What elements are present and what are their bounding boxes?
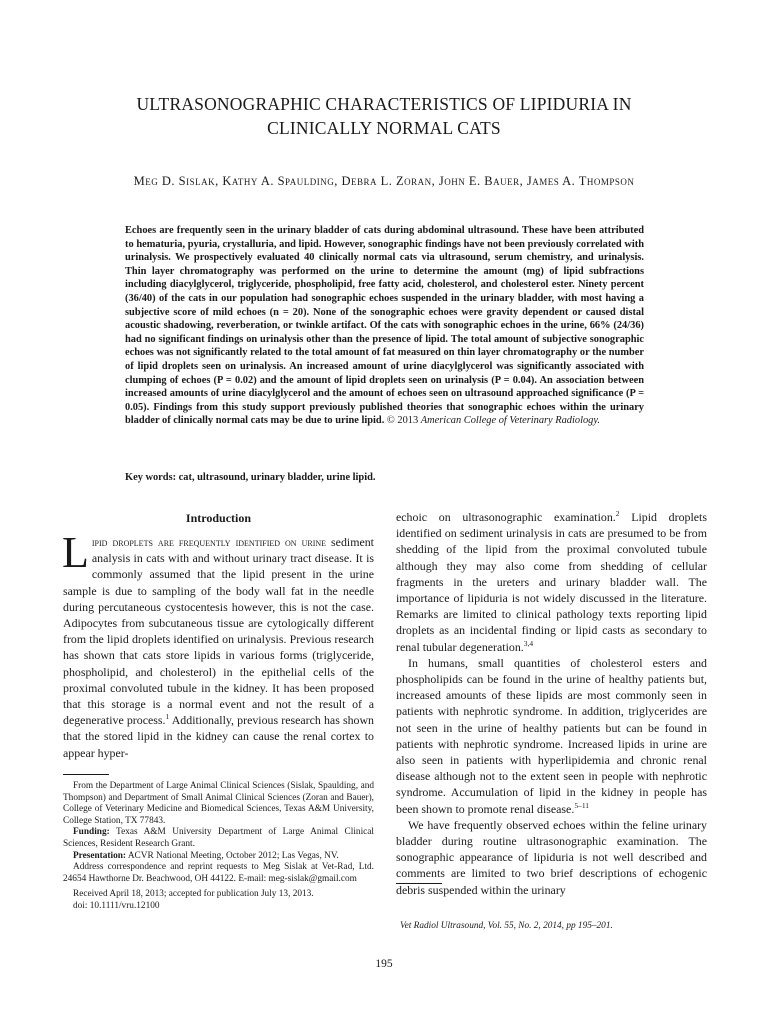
presentation-text: ACVR National Meeting, October 2012; Las Vegas, NV. (126, 850, 339, 861)
author-list: Meg D. Sislak, Kathy A. Spaulding, Debra L. Zoran, John E. Bauer, James A. Thompson (133, 174, 635, 188)
intro-paragraph-3: We have frequently observed echoes within the feline urinary bladder during routine ultrasonographic examination. The sonographic appearance of lipiduria is not well described and comments are limited to two brief descriptions of echogenic debris suspended within the urinary (396, 817, 707, 897)
article-title-line-1: ULTRASONOGRAPHIC CHARACTERISTICS OF LIPIDURIA IN (136, 94, 632, 114)
intro-paragraph-2-text: In humans, small quantities of cholesterol esters and phospholipids can be found in the urine of healthy patients but, increased amounts of these lipids are most commonly seen in patients with nephrotic syndrome. In addition, triglycerides are not seen in the urine of healthy patients but can be found in patients with nephrotic syndrome. Increased lipids in urine are also seen in patients with hyperlipidemia and chronic renal disease although not to the extent seen in people with nephrotic syndrome. Accumulation of lipid in the kidney in people has been shown to promote renal disease. (396, 655, 707, 816)
footnote-affiliation: From the Department of Large Animal Clinical Sciences (Sislak, Spaulding, and Thompson) and Department of Small Animal Clinical Sciences (Zoran and Bauer), College of Veterinary Medicine and Biomedical Sciences, Texas A&M University, College Station, TX 77843. (63, 781, 374, 826)
section-heading-introduction: Introduction (185, 511, 252, 525)
right-paragraph-1-mid: Lipid droplets identified on sediment urinalysis in cats are presumed to be from shedding of the lipid from the proximal convoluted tubule although they may also come from shedding of cellular fragments in the ureters and urinary bladder wall. The importance of lipiduria is not widely discussed in the literature. Remarks are limited to clinical pathology texts reporting lipid droplets as an incidental finding or lipid casts as secondary to renal tubular degeneration. (396, 510, 707, 654)
funding-label: Funding: (73, 827, 110, 838)
citation-ref: 5–11 (574, 800, 590, 810)
abstract-society: American College of Veterinary Radiology. (420, 415, 600, 427)
abstract (125, 224, 644, 428)
article-title-line-2: CLINICALLY NORMAL CATS (267, 118, 501, 138)
footnote-funding (63, 827, 374, 850)
drop-cap: L (62, 528, 89, 577)
keywords: Key words: cat, ultrasound, urinary bladder, urine lipid. (125, 472, 376, 483)
footnote-presentation (63, 851, 374, 863)
body-column-left (63, 510, 374, 761)
intro-paragraph-1 (62, 528, 374, 761)
abstract-copyright: © 2013 (386, 415, 419, 427)
intro-paragraph-1-text: sediment analysis in cats with and without urinary tract disease. It is commonly assumed that the lipid present in the urine sample is due to sampling of the body wall fat in the needle during percutaneous cystocentesis however, this is not the case. Adipocytes from subcutaneous tissue are cytologically different from the lipid droplets identified on urinalysis. Previous research has shown that cats store lipids in various forms (triglyceride, phospholipid, and cholesterol) in the epithelial cells of the proximal convoluted tubule in the kidney. It has been proposed that this storage is a normal event and not the result of a degenerative process. (63, 535, 374, 728)
journal-ref-rule (396, 883, 442, 884)
intro-paragraph-1-continued (396, 509, 707, 655)
right-paragraph-1-text: echoic on ultrasonographic examination. (396, 510, 616, 524)
intro-lead-smallcaps: ipid droplets are frequently identified on urine (91, 535, 327, 549)
footnote-doi: doi: 10.1111/vru.12100 (73, 900, 160, 911)
footnote-rule (63, 774, 109, 775)
body-column-right (396, 509, 707, 898)
citation-ref: 2 (615, 509, 620, 519)
intro-paragraph-1-tail: Additionally, previous research has shown that the stored lipid in the kidney can cause the renal cortex to appear hyper- (63, 713, 374, 760)
abstract-text: Echoes are frequently seen in the urinary bladder of cats during abdominal ultrasound. These have been attributed to hematuria, pyuria, crystalluria, and lipid. However, sonographic findings have not been previously correlated with urinalysis. We prospectively evaluated 40 clinically normal cats via ultrasound, serum chemistry, and urinalysis. Thin layer chromatography was performed on the urine to determine the amount (mg) of lipid subfractions including diacylglycerol, triglyceride, phospholipid, free fatty acid, cholesterol, and cholesterol ester. Ninety percent (36/40) of the cats in our population had sonographic echoes suspended in the urinary bladder, with most having a subjective score of mild echoes (n = 20). None of the sonographic echoes were gravity dependent or caused distal acoustic shadowing, reverberation, or twinkle artifact. Of the cats with sonographic echoes in the urine, 66% (24/36) had no significant findings on urinalysis other than the presence of lipid. The total amount of subjective sonographic echoes was not significantly related to the total amount of fat measured on thin layer chromatography or the number of lipid droplets seen on urinalysis. An increased amount of urine diacylglycerol was significantly associated with clumping of echoes (P = 0.02) and the amount of lipid droplets seen on urinalysis (P = 0.04). An association between increased amounts of urine diacylglycerol and the amount of echoes seen on ultrasound approached significance (P = 0.05). Findings from this study support previously published theories that sonographic echoes within the urinary bladder of clinically normal cats may be due to urine lipid. (125, 225, 644, 427)
citation-ref: 3,4 (523, 638, 534, 648)
page-number: 195 (375, 958, 393, 970)
footnotes (63, 781, 374, 913)
journal-reference: Vet Radiol Ultrasound, Vol. 55, No. 2, 2014, pp 195–201. (400, 921, 613, 931)
presentation-label: Presentation: (73, 850, 127, 861)
article-title (60, 92, 708, 140)
intro-paragraph-2 (396, 655, 707, 817)
funding-text: Texas A&M University Department of Large Animal Clinical Sciences, Resident Research Grant. (63, 827, 374, 849)
footnote-received: Received April 18, 2013; accepted for publication July 13, 2013. (73, 889, 314, 900)
footnote-correspondence: Address correspondence and reprint requests to Meg Sislak at Vet-Rad, Ltd. 24654 Hawthorne Dr. Beachwood, OH 44122. E-mail: meg-sislak@gmail.com (63, 862, 374, 884)
citation-ref: 1 (165, 712, 170, 722)
